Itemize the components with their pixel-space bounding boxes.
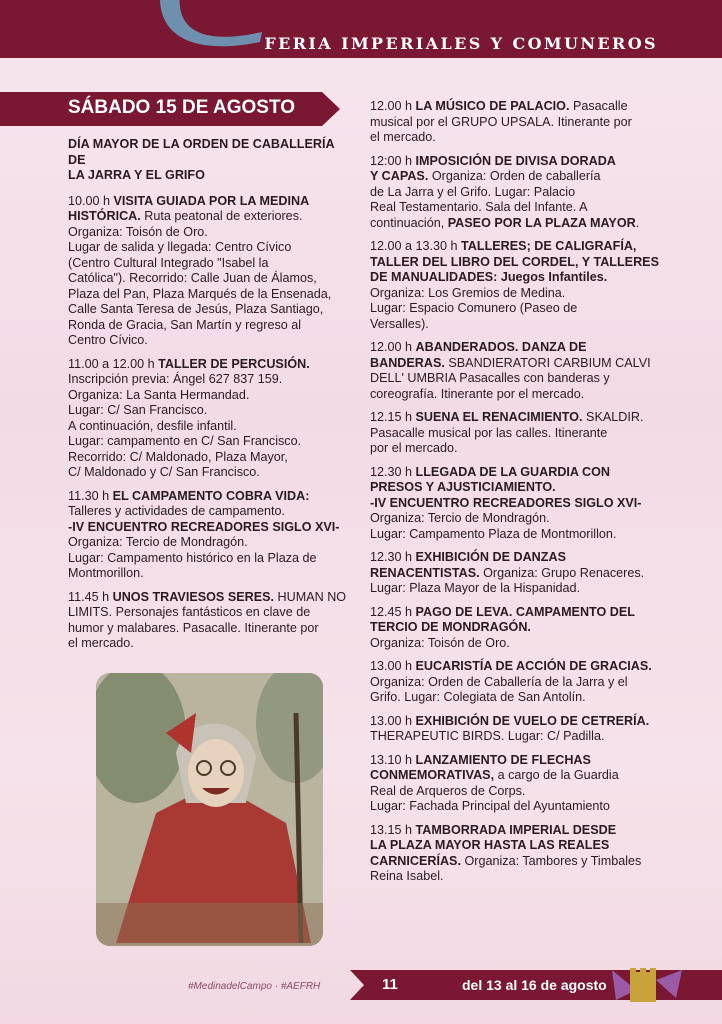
entry-bold-text: LA MÚSICO DE PALACIO. xyxy=(415,99,570,113)
entry-line xyxy=(370,356,668,372)
entry-bold-text: EXHIBICIÓN DE VUELO DE CETRERÍA. xyxy=(415,713,650,728)
entry-bold-text: TALLER DEL LIBRO DEL CORDEL, Y TALLERES xyxy=(370,254,659,269)
schedule-entry xyxy=(370,154,668,232)
entry-line xyxy=(68,194,350,210)
entry-text: coreografía. Itinerante por el mercado. xyxy=(370,386,585,401)
entry-text: 12.30 h xyxy=(370,464,416,479)
entry-bold-text: LA PLAZA MAYOR HASTA LAS REALES xyxy=(370,838,610,852)
entry-line xyxy=(370,115,668,131)
schedule-entry xyxy=(370,465,668,543)
entry-text: Organiza: Orden de Caballería de la Jarra y el xyxy=(370,674,628,689)
entry-line xyxy=(370,768,668,784)
entry-line xyxy=(370,511,668,527)
performer-illustration xyxy=(96,673,323,946)
entry-line xyxy=(68,504,350,520)
entry-text: LIMITS. Personajes fantásticos en clave de xyxy=(68,605,311,619)
entry-text: 12.30 h xyxy=(370,550,416,564)
entry-line xyxy=(68,333,350,349)
entry-line xyxy=(370,714,668,730)
entry-bold-text: PASEO POR LA PLAZA MAYOR xyxy=(447,215,636,230)
entry-bold-text: CONMEMORATIVAS, xyxy=(370,768,495,782)
entry-text: A continuación, desfile infantil. xyxy=(68,418,237,433)
entry-bold-text: PAGO DE LEVA. CAMPAMENTO DEL xyxy=(415,604,635,619)
entry-line xyxy=(68,419,350,435)
entry-text: humor y malabares. Pasacalle. Itinerante por xyxy=(68,620,319,635)
entry-text: . xyxy=(635,215,640,230)
entry-text: Centro Cívico. xyxy=(68,333,148,347)
entry-line xyxy=(370,286,668,302)
right-entries xyxy=(370,99,668,885)
entry-text: Talleres y actividades de campamento. xyxy=(68,504,286,518)
page-number: 11 xyxy=(382,976,398,993)
entry-text: 13.15 h xyxy=(370,822,416,837)
entry-line xyxy=(370,371,668,387)
entry-text: 12:00 h xyxy=(370,153,416,168)
entry-bold-text: TALLERES; DE CALIGRAFÍA, xyxy=(461,239,637,253)
entry-line xyxy=(68,566,350,582)
entry-text: 11.00 a 12.00 h xyxy=(68,356,159,371)
entry-bold-text: TERCIO DE MONDRAGÓN. xyxy=(370,620,531,634)
entry-line xyxy=(370,99,668,115)
castle-logo-icon xyxy=(606,960,686,1004)
entry-bold-text: TALLER DE PERCUSIÓN. xyxy=(158,356,310,371)
entry-text: Organiza: Tercio de Mondragón. xyxy=(68,535,248,549)
left-entries xyxy=(68,194,350,652)
entry-bold-text: UNOS TRAVIESOS SERES. xyxy=(112,589,275,604)
entry-text: musical por el GRUPO UPSALA. Itinerante por xyxy=(370,114,632,129)
schedule-entry xyxy=(68,489,350,582)
entry-line xyxy=(370,690,668,706)
entry-text: 10.00 h xyxy=(68,193,114,208)
right-column xyxy=(370,99,668,893)
entry-bold-text: RENACENTISTAS. xyxy=(370,565,480,580)
entry-text: Recorrido: C/ Maldonado, Plaza Mayor, xyxy=(68,449,288,464)
entry-line xyxy=(370,426,668,442)
entry-line xyxy=(68,590,350,606)
entry-text: Versalles). xyxy=(370,316,429,331)
entry-line xyxy=(370,154,668,170)
entry-line xyxy=(68,388,350,404)
entry-line xyxy=(68,287,350,303)
heading-line: DÍA MAYOR DE LA ORDEN DE CABALLERÍA DE xyxy=(68,137,335,167)
entry-line xyxy=(370,823,668,839)
footer-dates: del 13 al 16 de agosto xyxy=(462,977,607,993)
entry-line xyxy=(68,318,350,334)
header-bar xyxy=(0,0,722,58)
entry-line xyxy=(370,527,668,543)
entry-text: 12.15 h xyxy=(370,410,416,424)
entry-line xyxy=(68,520,350,536)
entry-line xyxy=(370,605,668,621)
entry-bold-text: -IV ENCUENTRO RECREADORES SIGLO XVI- xyxy=(370,495,642,510)
entry-bold-text: LLEGADA DE LA GUARDIA CON xyxy=(415,464,611,479)
entry-line xyxy=(370,200,668,216)
entry-line xyxy=(68,551,350,567)
entry-bold-text: VISITA GUIADA POR LA MEDINA xyxy=(113,193,310,208)
schedule-entry xyxy=(370,340,668,402)
entry-text: Ronda de Gracia, San Martín y regreso al xyxy=(68,317,302,332)
schedule-entry xyxy=(370,659,668,706)
entry-text: Calle Santa Teresa de Jesús, Plaza Santiago, xyxy=(68,302,324,316)
entry-text: Organiza: Grupo Renaceres. xyxy=(479,565,645,580)
entry-line xyxy=(68,209,350,225)
schedule-entry xyxy=(370,753,668,815)
entry-text: 11.30 h xyxy=(68,488,113,503)
entry-text: Pasacalle xyxy=(569,99,628,113)
entry-text: SKALDIR. xyxy=(582,410,644,424)
entry-bold-text: EL CAMPAMENTO COBRA VIDA: xyxy=(112,488,310,503)
entry-text: Organiza: Los Gremios de Medina. xyxy=(370,285,566,300)
entry-text: Inscripción previa: Ángel 627 837 159. xyxy=(68,372,283,386)
entry-text: Lugar: Campamento Plaza de Montmorillon. xyxy=(370,526,617,541)
entry-text: Organiza: Toisón de Oro. xyxy=(370,635,510,650)
entry-text: Reina Isabel. xyxy=(370,869,444,883)
entry-text: Ruta peatonal de exteriores. xyxy=(140,209,303,223)
entry-text: de La Jarra y el Grifo. Lugar: Palacio xyxy=(370,184,576,199)
schedule-entry xyxy=(68,357,350,481)
schedule-entry xyxy=(370,239,668,332)
entry-text: el mercado. xyxy=(370,130,436,144)
entry-line xyxy=(68,535,350,551)
entry-text: Organiza: Orden de caballería xyxy=(428,169,601,183)
entry-line xyxy=(68,240,350,256)
left-column xyxy=(68,137,350,660)
entry-line xyxy=(68,605,350,621)
entry-text: 12.00 h xyxy=(370,340,416,354)
entry-line xyxy=(68,489,350,505)
entry-text: 13.00 h xyxy=(370,713,416,728)
entry-text: a cargo de la Guardia xyxy=(494,768,619,782)
entry-bold-text: IMPOSICIÓN DE DIVISA DORADA xyxy=(415,153,616,168)
entry-text: Lugar: C/ San Francisco. xyxy=(68,403,208,417)
entry-line xyxy=(370,675,668,691)
entry-line xyxy=(68,372,350,388)
entry-bold-text: HISTÓRICA. xyxy=(68,209,141,223)
entry-bold-text: TAMBORRADA IMPERIAL DESDE xyxy=(415,822,617,837)
entry-text: Lugar: Campamento histórico en la Plaza de xyxy=(68,550,317,565)
entry-text: SBANDIERATORI CARBIUM CALVI xyxy=(444,355,651,370)
day-title: SÁBADO 15 DE AGOSTO xyxy=(68,97,295,118)
entry-line xyxy=(370,130,668,146)
entry-text: Plaza del Pan, Plaza Marqués de la Ensenada, xyxy=(68,286,332,301)
entry-line xyxy=(370,496,668,512)
entry-text: el mercado. xyxy=(68,636,134,650)
entry-text: 12.00 h xyxy=(370,99,416,113)
entry-text: Lugar de salida y llegada: Centro Cívico xyxy=(68,240,292,254)
entry-text: Montmorillon. xyxy=(68,566,144,580)
entry-line xyxy=(68,465,350,481)
entry-line xyxy=(370,216,668,232)
entry-text: Lugar: Espacio Comunero (Paseo de xyxy=(370,301,578,315)
entry-line xyxy=(370,239,668,255)
entry-line xyxy=(370,185,668,201)
schedule-entry xyxy=(370,410,668,457)
entry-bold-text: CARNICERÍAS. xyxy=(370,853,461,868)
swoosh-decoration xyxy=(150,0,270,64)
schedule-entry xyxy=(68,194,350,349)
entry-bold-text: SUENA EL RENACIMIENTO. xyxy=(415,410,583,424)
entry-line xyxy=(370,480,668,496)
entry-text: Organiza: La Santa Hermandad. xyxy=(68,387,250,402)
entry-text: HUMAN NO xyxy=(274,589,347,604)
entry-text: Pasacalle musical por las calles. Itinerante xyxy=(370,425,608,440)
schedule-entry xyxy=(370,714,668,745)
entry-line xyxy=(68,636,350,652)
entry-bold-text: DE MANUALIDADES: Juegos Infantiles. xyxy=(370,270,608,284)
entry-line xyxy=(370,729,668,745)
entry-line xyxy=(370,441,668,457)
entry-line xyxy=(370,410,668,426)
schedule-entry xyxy=(370,99,668,146)
entry-text: Lugar: campamento en C/ San Francisco. xyxy=(68,434,302,448)
footer-hashtag: #MedinadelCampo · #AEFRH xyxy=(188,981,321,992)
entry-line xyxy=(370,566,668,582)
entry-bold-text: LANZAMIENTO DE FLECHAS xyxy=(415,752,591,767)
entry-text: Lugar: Fachada Principal del Ayuntamiento xyxy=(370,799,610,813)
entry-text: 12.45 h xyxy=(370,604,416,619)
schedule-entry xyxy=(370,605,668,652)
entry-line xyxy=(370,581,668,597)
entry-text: 13.00 h xyxy=(370,659,416,673)
entry-line xyxy=(68,357,350,373)
entry-line xyxy=(370,465,668,481)
entry-line xyxy=(370,317,668,333)
entry-line xyxy=(68,450,350,466)
entry-bold-text: ABANDERADOS. DANZA DE xyxy=(415,340,587,354)
schedule-entry xyxy=(68,590,350,652)
entry-line xyxy=(370,854,668,870)
entry-line xyxy=(370,838,668,854)
entry-text: DELL' UMBRIA Pasacalles con banderas y xyxy=(370,371,610,385)
schedule-entry xyxy=(370,823,668,885)
event-photo xyxy=(96,673,323,946)
entry-text: por el mercado. xyxy=(370,441,458,455)
entry-text: Real Testamentario. Sala del Infante. A xyxy=(370,200,588,214)
entry-line xyxy=(370,659,668,675)
entry-line xyxy=(68,403,350,419)
entry-line xyxy=(370,270,668,286)
entry-text: 13.10 h xyxy=(370,752,416,767)
entry-bold-text: EUCARISTÍA DE ACCIÓN DE GRACIAS. xyxy=(415,659,652,673)
entry-text: 11.45 h xyxy=(68,589,113,604)
entry-text: Organiza: Toisón de Oro. xyxy=(68,224,208,239)
entry-text: Real de Arqueros de Corps. xyxy=(370,783,526,798)
entry-line xyxy=(68,225,350,241)
entry-line xyxy=(370,869,668,885)
entry-line xyxy=(68,302,350,318)
entry-text: Lugar: Plaza Mayor de la Hispanidad. xyxy=(370,581,581,595)
entry-line xyxy=(370,799,668,815)
entry-line xyxy=(370,169,668,185)
entry-bold-text: PRESOS Y AJUSTICIAMIENTO. xyxy=(370,480,556,494)
entry-line xyxy=(68,434,350,450)
entry-line xyxy=(370,550,668,566)
entry-line xyxy=(370,620,668,636)
entry-bold-text: Y CAPAS. xyxy=(370,169,429,183)
heading-line: LA JARRA Y EL GRIFO xyxy=(68,168,205,182)
entry-bold-text: BANDERAS. xyxy=(370,355,445,370)
entry-text: (Centro Cultural Integrado "Isabel la xyxy=(68,255,269,270)
entry-text: continuación, xyxy=(370,215,448,230)
entry-line xyxy=(370,387,668,403)
entry-text: Organiza: Tercio de Mondragón. xyxy=(370,511,550,525)
entry-text: C/ Maldonado y C/ San Francisco. xyxy=(68,465,260,479)
entry-line xyxy=(370,784,668,800)
header-title: FERIA IMPERIALES Y COMUNEROS xyxy=(264,34,658,53)
entry-text: Organiza: Tambores y Timbales xyxy=(460,853,642,868)
schedule-entry xyxy=(370,550,668,597)
entry-line xyxy=(370,255,668,271)
entry-line xyxy=(370,301,668,317)
entry-line xyxy=(68,271,350,287)
entry-line xyxy=(68,256,350,272)
entry-text: THERAPEUTIC BIRDS. Lugar: C/ Padilla. xyxy=(370,729,605,743)
entry-text: 12.00 a 13.30 h xyxy=(370,239,462,253)
entry-line xyxy=(370,340,668,356)
entry-text: Grifo. Lugar: Colegiata de San Antolín. xyxy=(370,690,586,704)
entry-text: Católica"). Recorrido: Calle Juan de Álamos, xyxy=(68,271,317,285)
section-heading xyxy=(68,137,350,184)
entry-bold-text: EXHIBICIÓN DE DANZAS xyxy=(415,550,566,564)
entry-line xyxy=(370,753,668,769)
entry-line xyxy=(68,621,350,637)
entry-line xyxy=(370,636,668,652)
entry-bold-text: -IV ENCUENTRO RECREADORES SIGLO XVI- xyxy=(68,519,340,534)
